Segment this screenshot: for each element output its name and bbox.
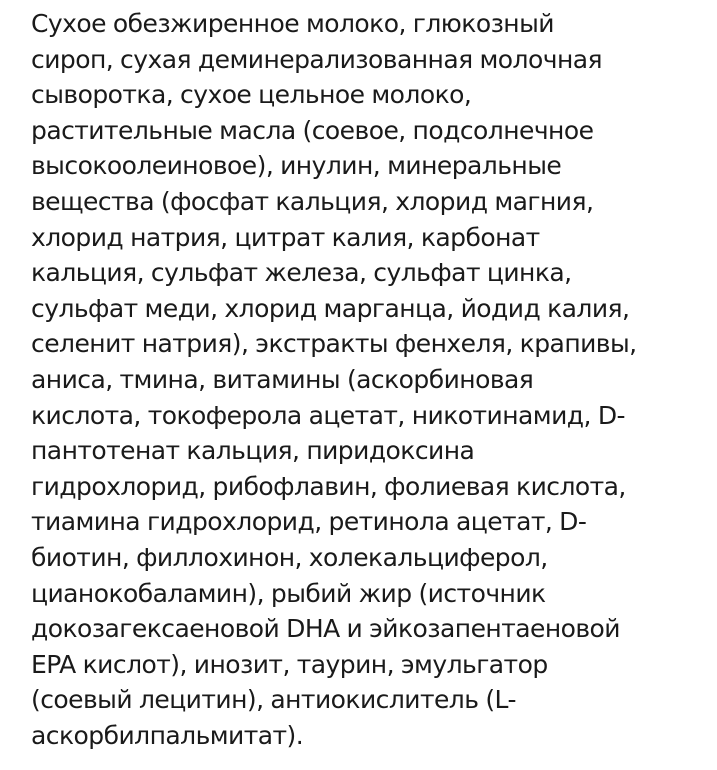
text-line: кислота, токоферола ацетат, никотинамид, D- — [31, 400, 625, 430]
text-line: сульфат меди, хлорид марганца, йодид калия, — [31, 293, 630, 323]
text-line: аскорбилпальмитат). — [31, 720, 304, 750]
ingredients-text-block — [31, 6, 711, 753]
text-line: EPA кислот), инозит, таурин, эмульгатор — [31, 649, 548, 679]
text-line: растительные масла (соевое, подсолнечное — [31, 115, 594, 145]
text-line: сыворотка, сухое цельное молоко, — [31, 80, 472, 110]
text-line: цианокобаламин), рыбий жир (источник — [31, 578, 546, 608]
text-line: вещества (фосфат кальция, хлорид магния, — [31, 186, 594, 216]
text-line: докозагексаеновой DHA и эйкозапентаеновой — [31, 614, 620, 644]
text-line: тиамина гидрохлорид, ретинола ацетат, D- — [31, 507, 587, 537]
text-line: Сухое обезжиренное молоко, глюкозный — [31, 9, 554, 38]
text-line: хлорид натрия, цитрат калия, карбонат — [31, 222, 540, 252]
text-line: пантотенат кальция, пиридоксина — [31, 436, 475, 466]
text-line: высокоолеиновое), инулин, минеральные — [31, 151, 562, 181]
text-line: селенит натрия), экстракты фенхеля, крапивы, — [31, 329, 637, 359]
text-line: гидрохлорид, рибофлавин, фолиевая кислота, — [31, 471, 626, 501]
text-line: (соевый лецитин), антиокислитель (L- — [31, 685, 516, 715]
text-line: сироп, сухая деминерализованная молочная — [31, 44, 602, 74]
text-line: аниса, тмина, витамины (аскорбиновая — [31, 364, 534, 394]
text-line: биотин, филлохинон, холекальциферол, — [31, 542, 548, 572]
text-line: кальция, сульфат железа, сульфат цинка, — [31, 258, 572, 288]
